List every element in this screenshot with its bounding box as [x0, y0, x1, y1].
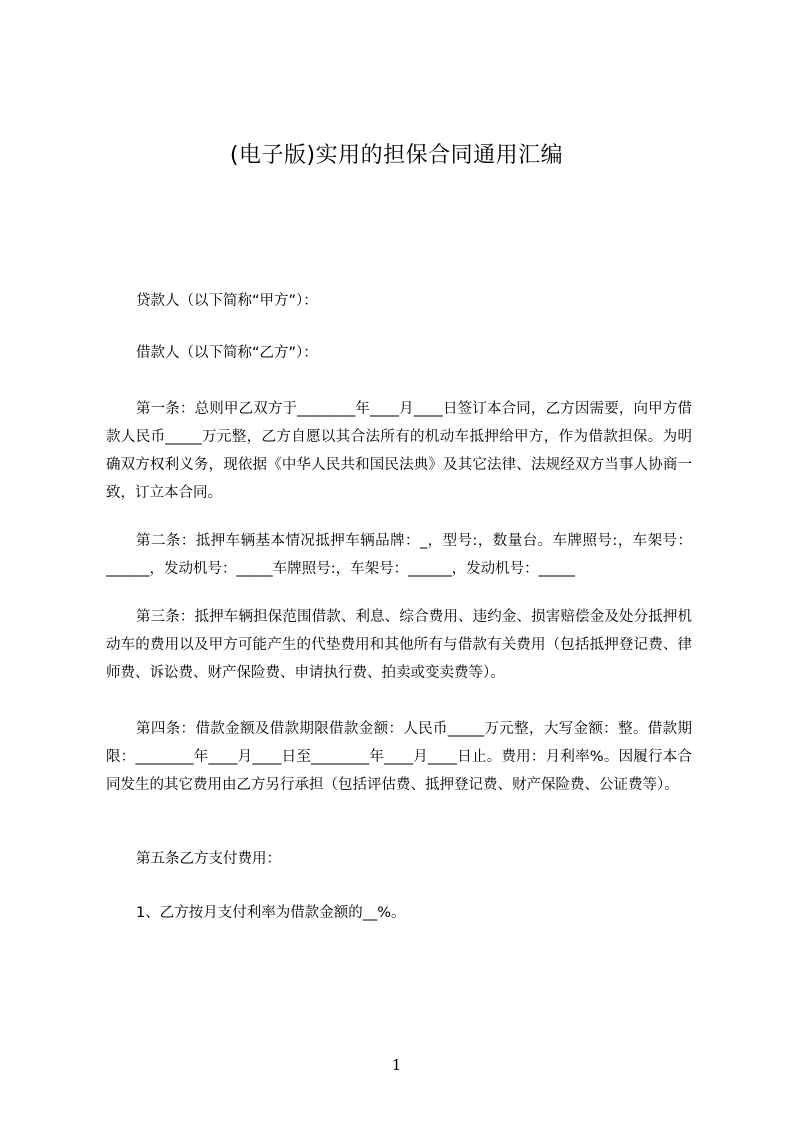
document-title: (电子版)实用的担保合同通用汇编 — [229, 143, 564, 168]
article-4-paragraph: 第四条：借款金额及借款期限借款金额：人民币_____万元整，大写金额：整。借款期限：________年____月____日至________年____月____日止。费用：月利率%。因履行本合同发生的其它费用由乙方另行承担（包括评估费、抵押登记费、财产保险费、公证费等）。 — [106, 721, 692, 793]
article-5-paragraph: 第五条乙方支付费用： — [136, 851, 281, 867]
borrower-paragraph: 借款人（以下简称“乙方”）： — [136, 345, 318, 361]
article-1-paragraph: 第一条：总则甲乙双方于________年____月____日签订本合同，乙方因需要，向甲方借款人民币_____万元整，乙方自愿以其合法所有的机动车抵押给甲方，作为借款担保。为明确双方权利义务，现依据《中华人民共和国民法典》及其它法律、法规经双方当事人协商一致，订立本合同。 — [106, 401, 692, 501]
article-2-paragraph: 第二条：抵押车辆基本情况抵押车辆品牌：_，型号:，数量台。车牌照号:，车架号：______，发动机号：_____车牌照号:，车架号：______，发动机号：_____ — [106, 533, 692, 577]
page-number: 1 — [391, 1056, 402, 1074]
item-1-paragraph: 1、乙方按月支付利率为借款金额的__%。 — [136, 905, 406, 921]
lender-paragraph: 贷款人（以下简称“甲方”）： — [136, 293, 318, 309]
article-3-paragraph: 第三条：抵押车辆担保范围借款、利息、综合费用、违约金、损害赔偿金及处分抵押机动车的费用以及甲方可能产生的代垫费用和其他所有与借款有关费用（包括抵押登记费、律师费、诉讼费、财产保险费、申请执行费、拍卖或变卖费等）。 — [106, 609, 692, 681]
